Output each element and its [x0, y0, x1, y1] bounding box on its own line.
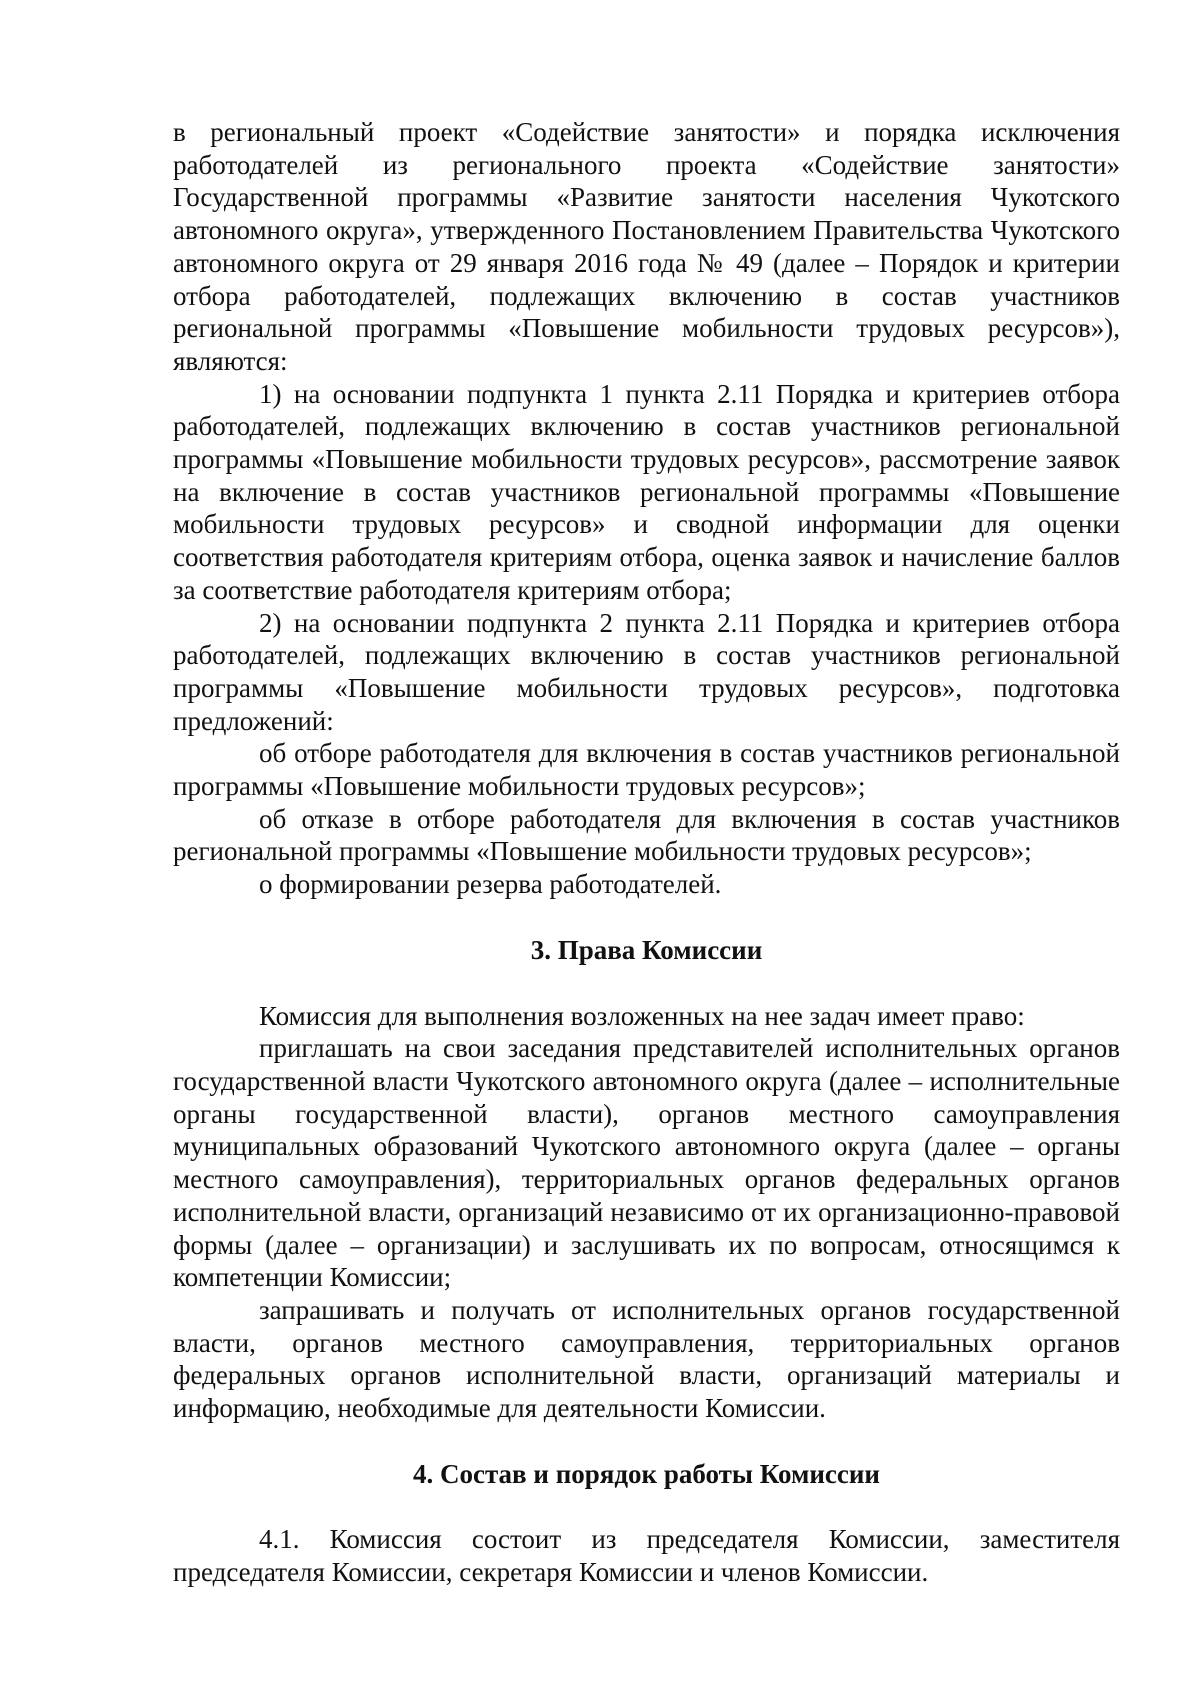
sub-item-refusal: об отказе в отборе работодателя для включения в состав участников региональной программы «Повышение мобильности трудовых ресурсов»; [173, 803, 1120, 867]
intro-paragraph: в региональный проект «Содействие занятости» и порядка исключения работодателей из регионального проекта «Содействие занятости» Государственной программы «Развитие занятости населения Чукотского автономного округа», утвержденного Постановлением Правительства Чукотского автономного округа от 29 января 2016 года № 49 (далее – Порядок и критерии отбора работодателей, подлежащих включению в состав участников региональной программы «Повышение мобильности трудовых ресурсов»), являются: [173, 117, 1120, 376]
document-page [173, 116, 1120, 1589]
list-item-2: 2) на основании подпункта 2 пункта 2.11 Порядка и критериев отбора работодателей, подлежащих включению в состав участников региональной программы «Повышение мобильности трудовых ресурсов», подготовка предложений: [173, 607, 1120, 736]
sub-item-reserve: о формировании резерва работодателей. [259, 869, 722, 900]
right-invite: приглашать на свои заседания представителей исполнительных органов государственной власти Чукотского автономного округа (далее – исполнительные органы государственной власти), органов местного самоуправления муниципальных образований Чукотского автономного округа (далее – органы местного самоуправления), территориальных органов федеральных органов исполнительной власти, организаций независимо от их организационно-правовой формы (далее – организации) и заслушивать их по вопросам, относящимся к компетенции Комиссии; [173, 1033, 1120, 1293]
section-3-lead: Комиссия для выполнения возложенных на нее задач имеет право: [259, 1000, 1025, 1031]
section-4-heading: 4. Состав и порядок работы Комиссии [412, 1458, 880, 1489]
section-3-heading: 3. Права Комиссии [530, 934, 763, 965]
list-item-1: 1) на основании подпункта 1 пункта 2.11 Порядка и критериев отбора работодателей, подлежащих включению в состав участников региональной программы «Повышение мобильности трудовых ресурсов», рассмотрение заявок на включение в состав участников региональной программы «Повышение мобильности трудовых ресурсов» и сводной информации для оценки соответствия работодателя критериям отбора, оценка заявок и начисление баллов за соответствие работодателя критериям отбора; [173, 378, 1120, 605]
sub-item-selection: об отборе работодателя для включения в состав участников региональной программы «Повышение мобильности трудовых ресурсов»; [173, 738, 1120, 802]
section-4-paragraph-1: 4.1. Комиссия состоит из председателя Комиссии, заместителя председателя Комиссии, секретаря Комиссии и членов Комиссии. [173, 1524, 1120, 1588]
right-request: запрашивать и получать от исполнительных органов государственной власти, органов местного самоуправления, территориальных органов федеральных органов исполнительной власти, организаций материалы и информацию, необходимые для деятельности Комиссии. [173, 1294, 1120, 1424]
